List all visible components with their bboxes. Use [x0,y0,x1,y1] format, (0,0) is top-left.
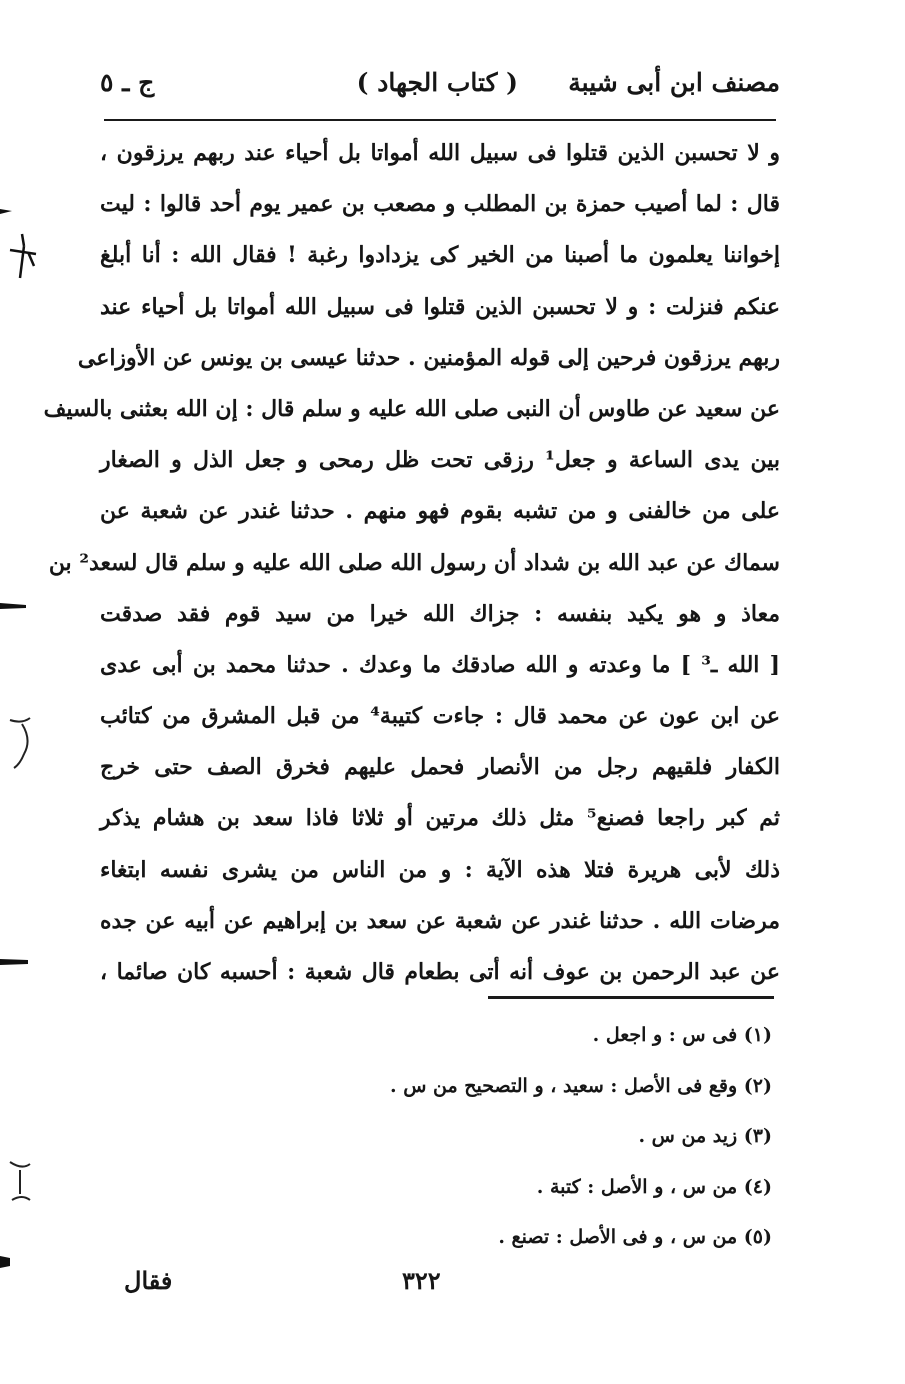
text-line: ربهم يرزقون فرحين إلى قوله المؤمنين . حدثنا عيسى بن يونس عن الأوزاعى [77,344,780,371]
text-line: بين يدى الساعة و جعل¹ رزقى تحت ظل رمحى و جعل الذل و الصغار [100,447,780,474]
footnote: (٤) من س ، و الأصل : كتبة . [536,1175,772,1198]
text-line: عن عبد الرحمن بن عوف أنه أتى بطعام قال شعبة : أحسبه كان صائما ، [100,959,780,985]
page-footer [110,1266,470,1306]
text-line: على من خالفنى و من تشبه بقوم فهو منهم . حدثنا غندر عن شعبة عن [100,498,780,525]
footnote: (٥) من س ، و فى الأصل : تصنع . [498,1226,772,1248]
book-title: مصنف ابن أبى شيبة [568,68,780,97]
text-line: و لا تحسبن الذين قتلوا فى سبيل الله أمواتا بل أحياء عند ربهم يرزقون ، [100,140,780,166]
catchword: فقال [124,1266,173,1295]
footnote: (١) فى س : و اجعل . [592,1024,772,1046]
header-rule [104,119,776,121]
text-line: ثم كبر راجعا فصنع⁵ مثل ذلك مرتين أو ثلاثا فاذا سعد بن هشام يذكر [100,805,781,832]
text-line: عن ابن عون عن محمد قال : جاءت كتيبة⁴ من قبل المشرق من كتائب [100,703,780,730]
margin-scratch-mark [6,232,40,280]
text-line: [ الله ـ³ ] ما وعدته و الله صادقك ما وعدك . حدثنا محمد بن أبى عدى [100,651,780,678]
margin-bracket-mark [6,1160,36,1204]
main-text [43,128,781,998]
volume-number: ج ـ ٥ [100,68,155,97]
margin-bracket-mark [8,716,40,770]
text-line: قال : لما أصيب حمزة بن المطلب و مصعب بن عمير يوم أحد قالوا : ليت [100,191,780,218]
chapter-title: ( كتاب الجهاد ) [356,68,518,97]
margin-tick-mark [0,956,30,968]
footnote: (٢) وقع فى الأصل : سعيد ، و التصحيح من س . [390,1074,772,1097]
text-line: عنكم فنزلت : و لا تحسبن الذين قتلوا فى سبيل الله أمواتا بل أحياء عند [100,293,780,320]
text-line: عن سعيد عن طاوس أن النبى صلى الله عليه و سلم قال : إن الله بعثنى بالسيف [43,395,780,422]
text-line: الكفار فلقيهم رجل من الأنصار فحمل عليهم فخرق الصف حتى خرج [100,754,780,781]
text-line: ذلك لأبى هريرة فتلا هذه الآية : و من الناس من يشرى نفسه ابتغاء [100,856,780,883]
footnote-rule [488,996,774,999]
text-line: إخواننا يعلمون ما أصبنا من الخير كى يزدادوا رغبة ! فقال الله : أنا أبلغ [100,242,780,269]
footnotes [300,1010,772,1263]
text-line: معاذ و هو يكيد بنفسه : جزاك الله خيرا من سيد قوم فقد صدقت [100,600,780,627]
page-number: ٣٢٢ [402,1266,441,1295]
margin-dot-mark [0,1254,14,1270]
running-header [100,60,780,112]
text-line: مرضات الله . حدثنا غندر عن شعبة عن سعد بن إبراهيم عن أبيه عن جده [100,907,780,934]
margin-tick-mark [0,205,14,217]
text-line: سماك عن عبد الله بن شداد أن رسول الله صلى الله عليه و سلم قال لسعد² بن [48,549,780,576]
footnote: (٣) زيد من س . [638,1125,772,1147]
margin-tick-mark [0,600,28,612]
